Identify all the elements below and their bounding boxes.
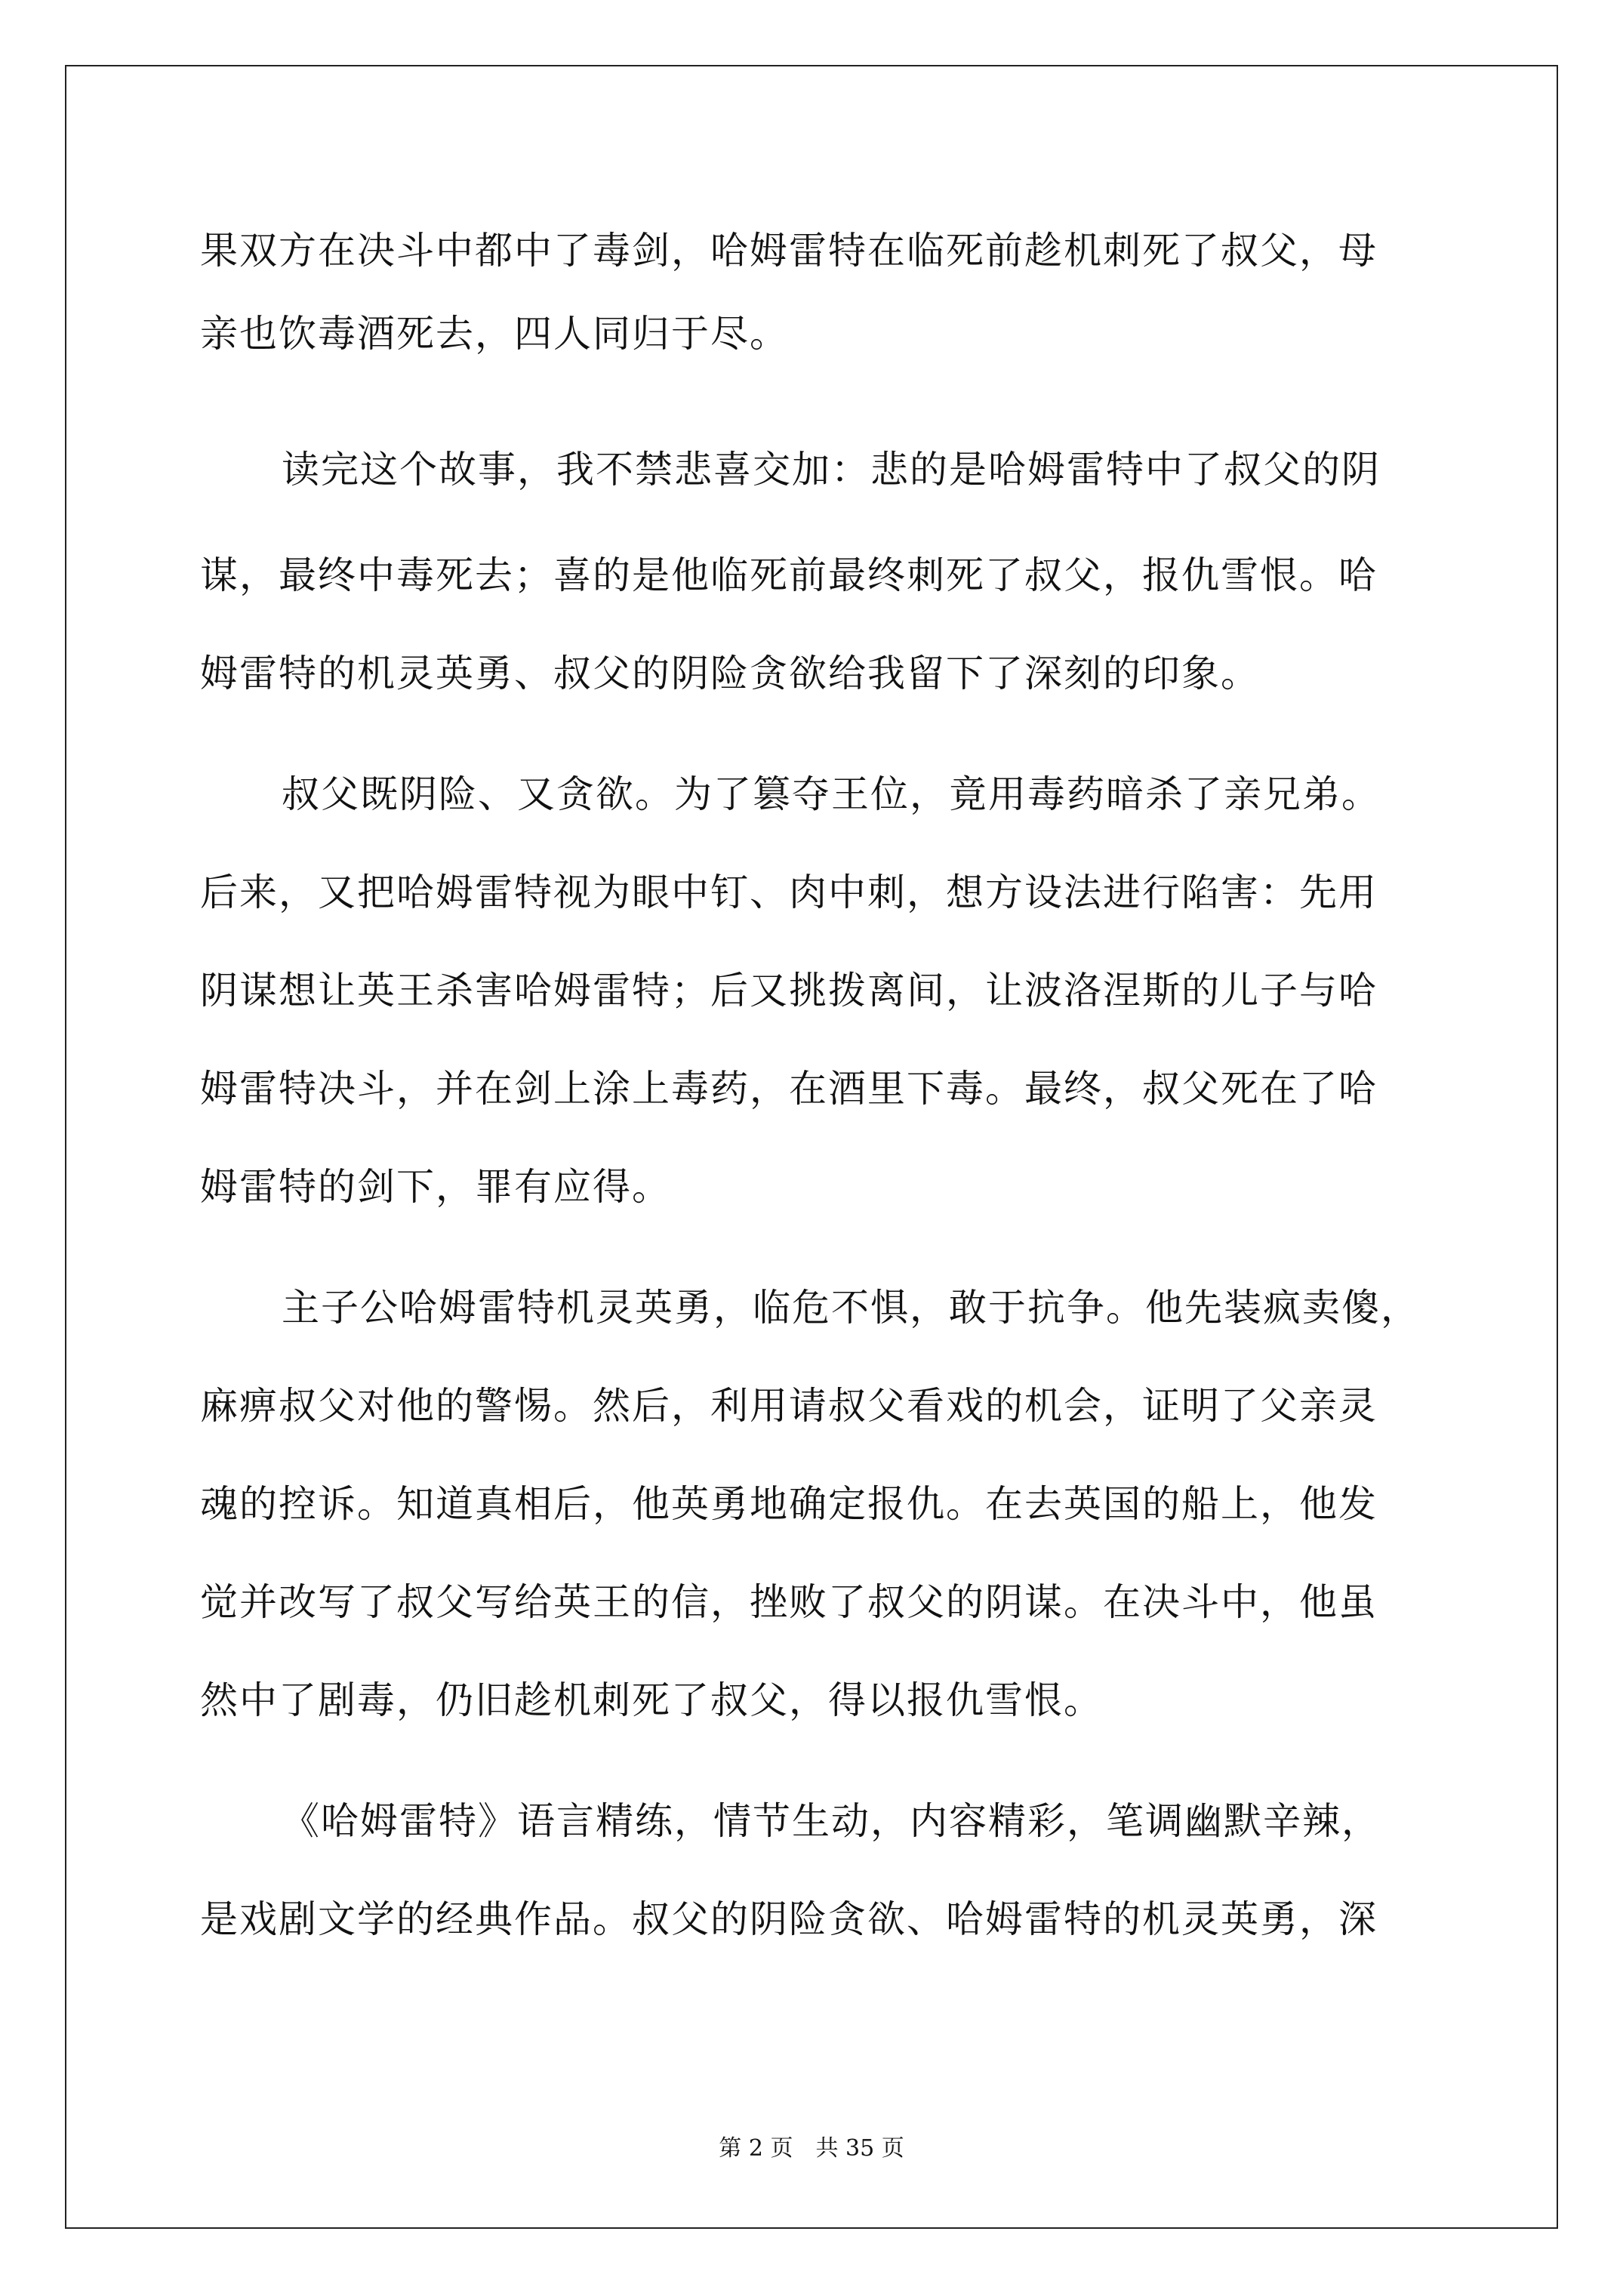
text-line: 阴谋想让英王杀害哈姆雷特；后又挑拨离间，让波洛涅斯的儿子与哈 [200,969,1378,1012]
paragraph-start-line: 叔父既阴险、又贪欲。为了篡夺王位，竟用毒药暗杀了亲兄弟。 [282,772,1381,816]
text-line: 姆雷特决斗，并在剑上涂上毒药，在酒里下毒。最终，叔父死在了哈 [200,1067,1378,1111]
text-line: 姆雷特的机灵英勇、叔父的阴险贪欲给我留下了深刻的印象。 [200,652,1260,695]
text-line: 觉并改写了叔父写给英王的信，挫败了叔父的阴谋。在决斗中，他虽 [200,1580,1378,1624]
text-line: 亲也饮毒酒死去，四人同归于尽。 [200,312,789,356]
page-number: 第 2 页 共 35 页 [719,2135,904,2162]
paragraph-start-line: 《哈姆雷特》语言精练，情节生动，内容精彩，笔调幽默辛辣， [282,1799,1381,1843]
text-line: 是戏剧文学的经典作品。叔父的阴险贪欲、哈姆雷特的机灵英勇，深 [200,1897,1378,1941]
text-line: 后来，又把哈姆雷特视为眼中钉、肉中刺，想方设法进行陷害：先用 [200,871,1378,914]
text-line: 姆雷特的剑下，罪有应得。 [200,1165,671,1209]
text-line: 果双方在决斗中都中了毒剑，哈姆雷特在临死前趁机刺死了叔父，母 [200,229,1378,273]
paragraph-start-line: 主子公哈姆雷特机灵英勇，临危不惧，敢于抗争。他先装疯卖傻， [282,1286,1420,1330]
paragraph-start-line: 读完这个故事，我不禁悲喜交加：悲的是哈姆雷特中了叔父的阴 [282,448,1381,492]
text-line: 麻痹叔父对他的警惕。然后，利用请叔父看戏的机会，证明了父亲灵 [200,1384,1378,1428]
text-line: 魂的控诉。知道真相后，他英勇地确定报仇。在去英国的船上，他发 [200,1482,1378,1526]
text-line: 谋，最终中毒死去；喜的是他临死前最终刺死了叔父，报仇雪恨。哈 [200,553,1378,597]
text-line: 然中了剧毒，仍旧趁机刺死了叔父，得以报仇雪恨。 [200,1678,1103,1722]
